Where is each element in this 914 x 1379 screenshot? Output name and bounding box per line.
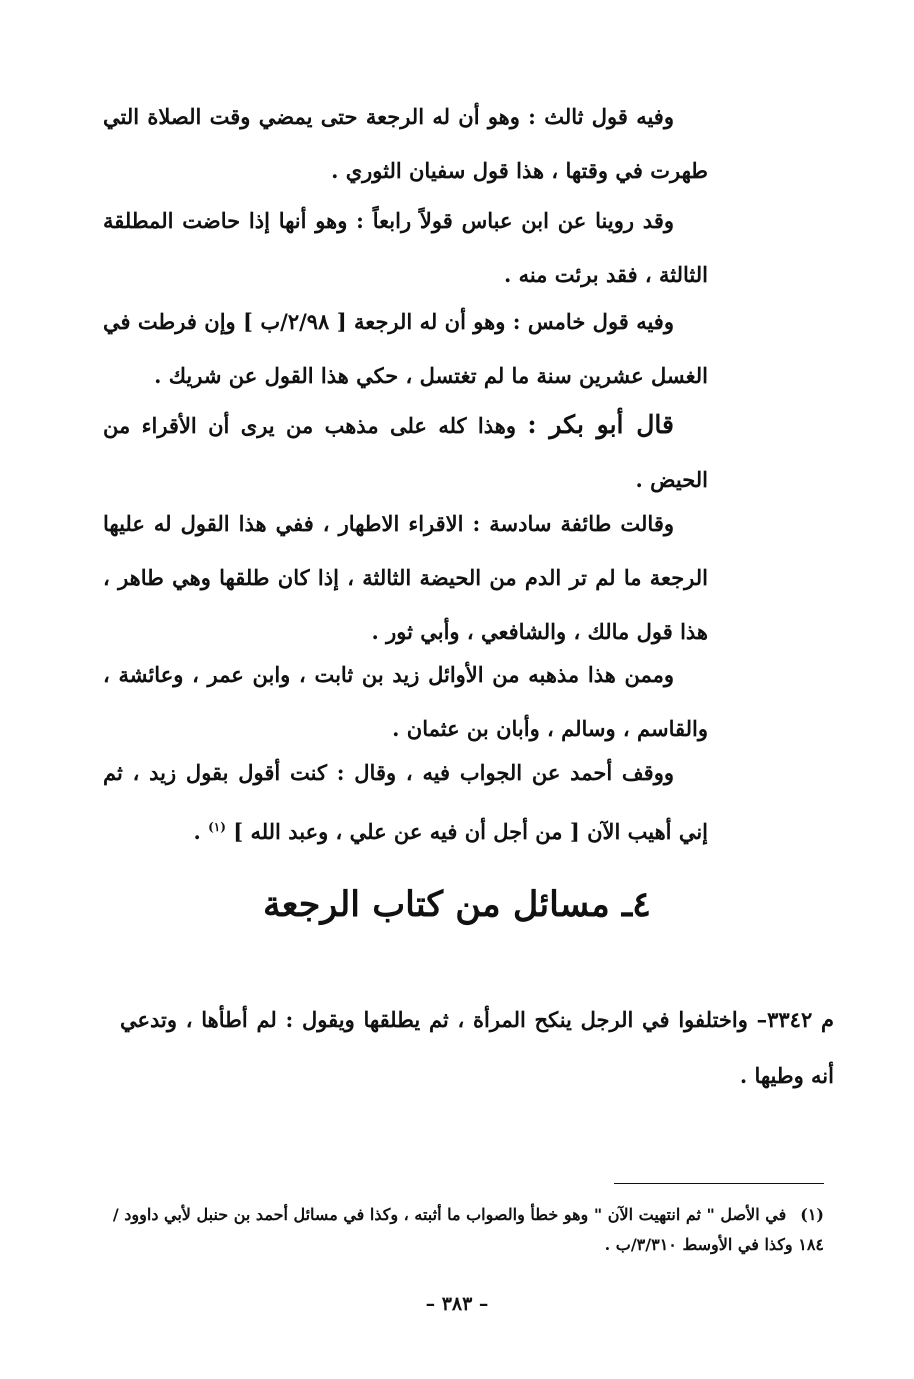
paragraph-ahmad (103, 746, 708, 859)
paragraph-end: . (193, 819, 201, 844)
paragraph-text: وقد روينا عن ابن عباس قولاً رابعاً : وهو أنها إذا حاضت المطلقة الثالثة ، فقد برئت منه . (103, 208, 708, 287)
paragraph-text: وفيه قول خامس : وهو أن له الرجعة [ ٢/٩٨/ب ] وإن فرطت في الغسل عشرين سنة ما لم تغتسل ، حكي هذا القول عن شريك . (103, 309, 708, 388)
issue-number: م ٣٣٤٢– (756, 1007, 834, 1032)
footnote-marker: (١) (800, 1205, 824, 1224)
paragraph-text: وهذا كله على مذهب من يرى أن الأقراء من الحيض . (103, 413, 708, 492)
page-number: – ٣٨٣ – (425, 1293, 489, 1315)
issue-text: واختلفوا في الرجل ينكح المرأة ، ثم يطلقها ويقول : لم أطأها ، وتدعي أنه وطيها . (120, 1007, 834, 1088)
paragraph-text: وفيه قول ثالث : وهو أن له الرجعة حتى يمضي وقت الصلاة التي طهرت في وقتها ، هذا قول سفيان الثوري . (103, 104, 708, 183)
speaker-label: قال أبو بكر : (527, 410, 674, 439)
section-heading: ٤ـ مسائل من كتاب الرجعة (263, 884, 651, 925)
paragraph-text: وقالت طائفة سادسة : الاقراء الاطهار ، ففي هذا القول له عليها الرجعة ما لم تر الدم من الحيضة الثالثة ، إذا كان طلقها وهي طاهر ، هذا قول مالك ، والشافعي ، وأبي ثور . (103, 511, 708, 644)
footnote (110, 1200, 824, 1260)
paragraph-text: ووقف أحمد عن الجواب فيه ، وقال : كنت أقول بقول زيد ، ثم إني أهيب الآن [ من أجل أن فيه عن علي ، وعبد الله ] (103, 760, 708, 844)
paragraph-fifth-opinion (103, 295, 708, 403)
paragraph-companions (103, 648, 708, 756)
footnote-divider (614, 1183, 824, 1184)
paragraph-text: وممن هذا مذهبه من الأوائل زيد بن ثابت ، وابن عمر ، وعائشة ، والقاسم ، وسالم ، وأبان بن عثمان . (103, 662, 708, 741)
paragraph-sixth-opinion (103, 497, 708, 659)
paragraph-fourth-opinion (103, 194, 708, 302)
paragraph-third-opinion (103, 90, 708, 198)
footnote-reference[interactable]: (١) (208, 820, 226, 834)
footnote-text: في الأصل " ثم انتهيت الآن " وهو خطأ والصواب ما أثبته ، وكذا في مسائل أحمد بن حنبل لأبي داوود /١٨٤ وكذا في الأوسط ٣/٣١٠/ب . (112, 1205, 824, 1254)
paragraph-abu-bakr (103, 398, 708, 507)
issue-entry (120, 992, 834, 1104)
